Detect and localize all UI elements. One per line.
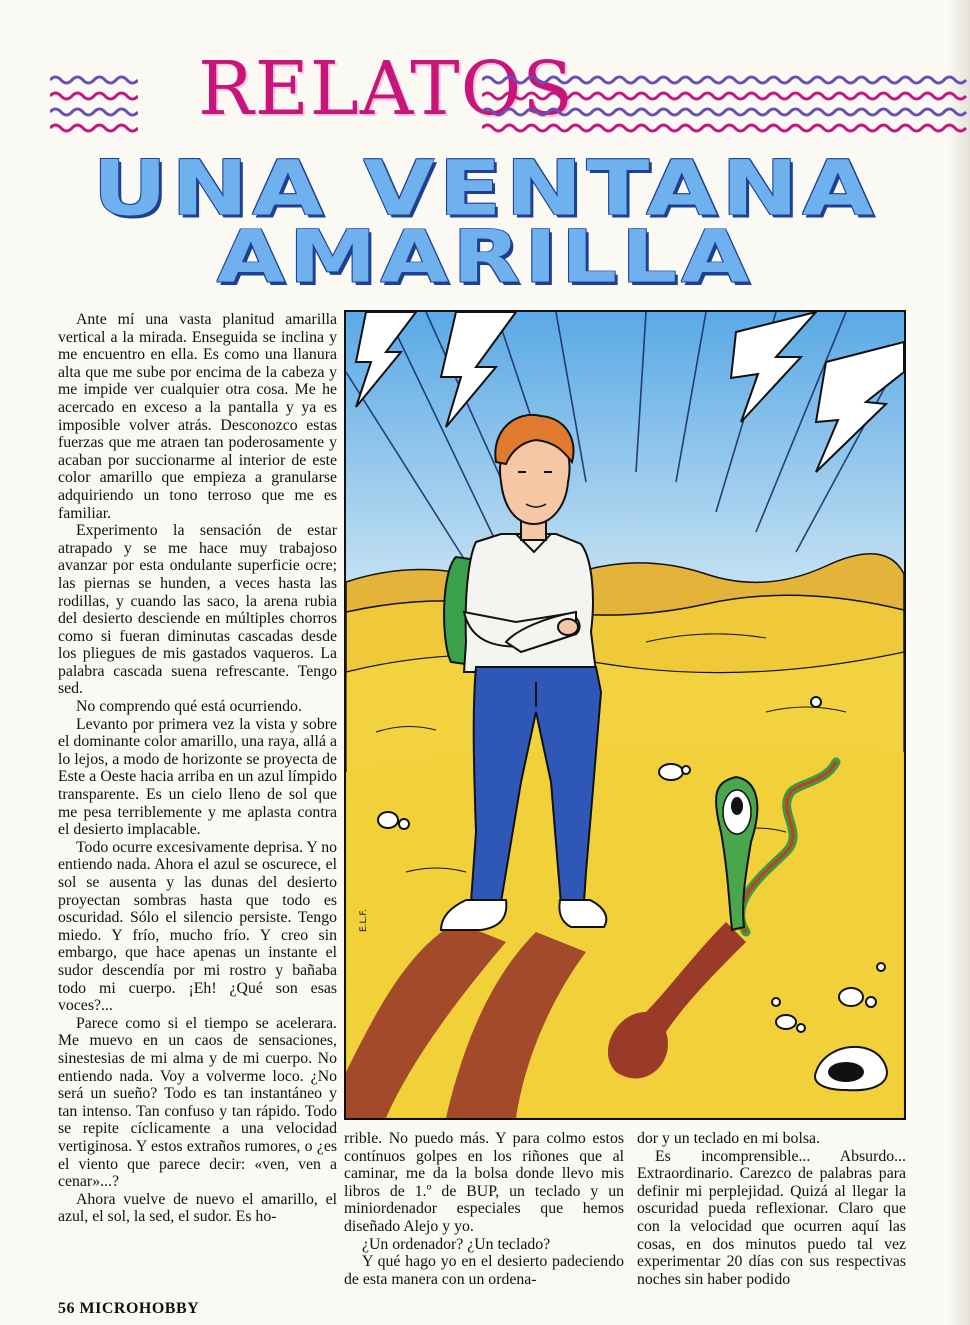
paragraph: Experimento la sensación de estar atrapado y se me hace muy trabajoso avanzar por esta ondulante superficie ocre; las piernas se hunden, a veces hasta las rodillas, y cuando las saco, la arena rubia del desierto desciende en múltiples chorros como si fueran diminutas cascadas desde los pliegues de mis gastados vaqueros. La palabra cascada suena refrescante. Tengo sed.	[58, 522, 337, 698]
right-wave-ornament	[482, 74, 970, 134]
article-title-line2: AMARILLA	[216, 214, 754, 299]
section-title: RELATOS	[198, 46, 574, 132]
paragraph: Ahora vuelve de nuevo el amarillo, el azul, el sol, la sed, el sudor. Es ho-	[58, 1190, 337, 1226]
text-column-2	[344, 1130, 624, 1288]
paragraph: dor y un teclado en mi bolsa.	[637, 1130, 820, 1147]
text-column-1	[58, 311, 337, 1226]
desert-scene	[346, 312, 904, 1118]
paragraph: Todo ocurre excesivamente deprisa. Y no entiendo nada. Ahora el azul se oscurece, el sol se ausenta y las dunas del desierto proyectan sombras hasta que todo es oscuridad. Sólo el silencio persiste. Tengo miedo. Y frío, mucho frío. Y creo sin embargo, que hace apenas un instante el sudor descendía por mi rostro y bañaba todo mi cuerpo. ¡Eh! ¿Qué son esas voces?...	[58, 838, 337, 1015]
article-title-line1: UNA VENTANA	[92, 144, 878, 233]
section-header	[50, 46, 970, 135]
paragraph: Parece como si el tiempo se acelerara. Me muevo en un caos de sensaciones, sinestesias de mi alma y de mi cuerpo. No entiendo nada. Voy a volverme loco. ¿No será un sueño? Todo es tan instantáneo y tan intenso. Tan confuso y tan rápido. Todo se repite cíclicamente a una velocidad vertiginosa. Y estos extraños rumores, o ¿es el viento que parece decir: «ven, ven a cenar»...?	[58, 1014, 337, 1191]
illustrator-signature: E.L.F.	[359, 908, 369, 932]
illustration	[344, 310, 906, 1120]
left-wave-ornament	[50, 74, 138, 134]
paragraph: Es incomprensible... Absurdo... Extraordinario. Carezco de palabras para definir mi perplejidad. Quizá al llegar la oscuridad pueda reflexionar. Claro que con la velocidad que ocurren aquí las cosas, en dos minutos puedo tal vez experimentar 20 días con sus respectivas noches sin haber podido	[637, 1147, 906, 1288]
paragraph: Y qué hago yo en el desierto padeciendo de esta manera con un ordena-	[344, 1253, 624, 1288]
text-column-3	[637, 1130, 906, 1288]
paragraph: Levanto por primera vez la vista y sobre el dominante color amarillo, una raya, allá a lo lejos, a modo de horizonte se proyecta de Este a Oeste hacia arriba en un azul límpido transparente. Es un cielo lleno de sol que me pesa terriblemente y me aplasta contra el desierto implacable.	[58, 715, 337, 839]
paragraph: No comprendo qué está ocurriendo.	[76, 698, 302, 716]
paragraph: Ante mí una vasta planitud amarilla vertical a la mirada. Enseguida se inclina y me encuentro en ella. Es como una llanura alta que me sube por encima de la cabeza y me impide ver cualquier otra cosa. Me he acercado en exceso a la pantalla y ya es imposible volver atrás. Desconozco estas fuerzas que me atraen tan poderosamente y acaban por succionarme al interior de este color amarillo que empieza a granularse adquiriendo un tono terroso que me es familiar.	[58, 311, 337, 522]
page-footer: 56 MICROHOBBY	[58, 1300, 200, 1317]
paragraph: ¿Un ordenador? ¿Un teclado?	[362, 1235, 551, 1253]
paragraph: rrible. No puedo más. Y para colmo estos contínuos golpes en los riñones que al caminar, me da la bolsa donde llevo mis libros de 1.º de BUP, un teclado y un miniordenador especiales que hemos diseñado Alejo y yo.	[344, 1130, 624, 1235]
